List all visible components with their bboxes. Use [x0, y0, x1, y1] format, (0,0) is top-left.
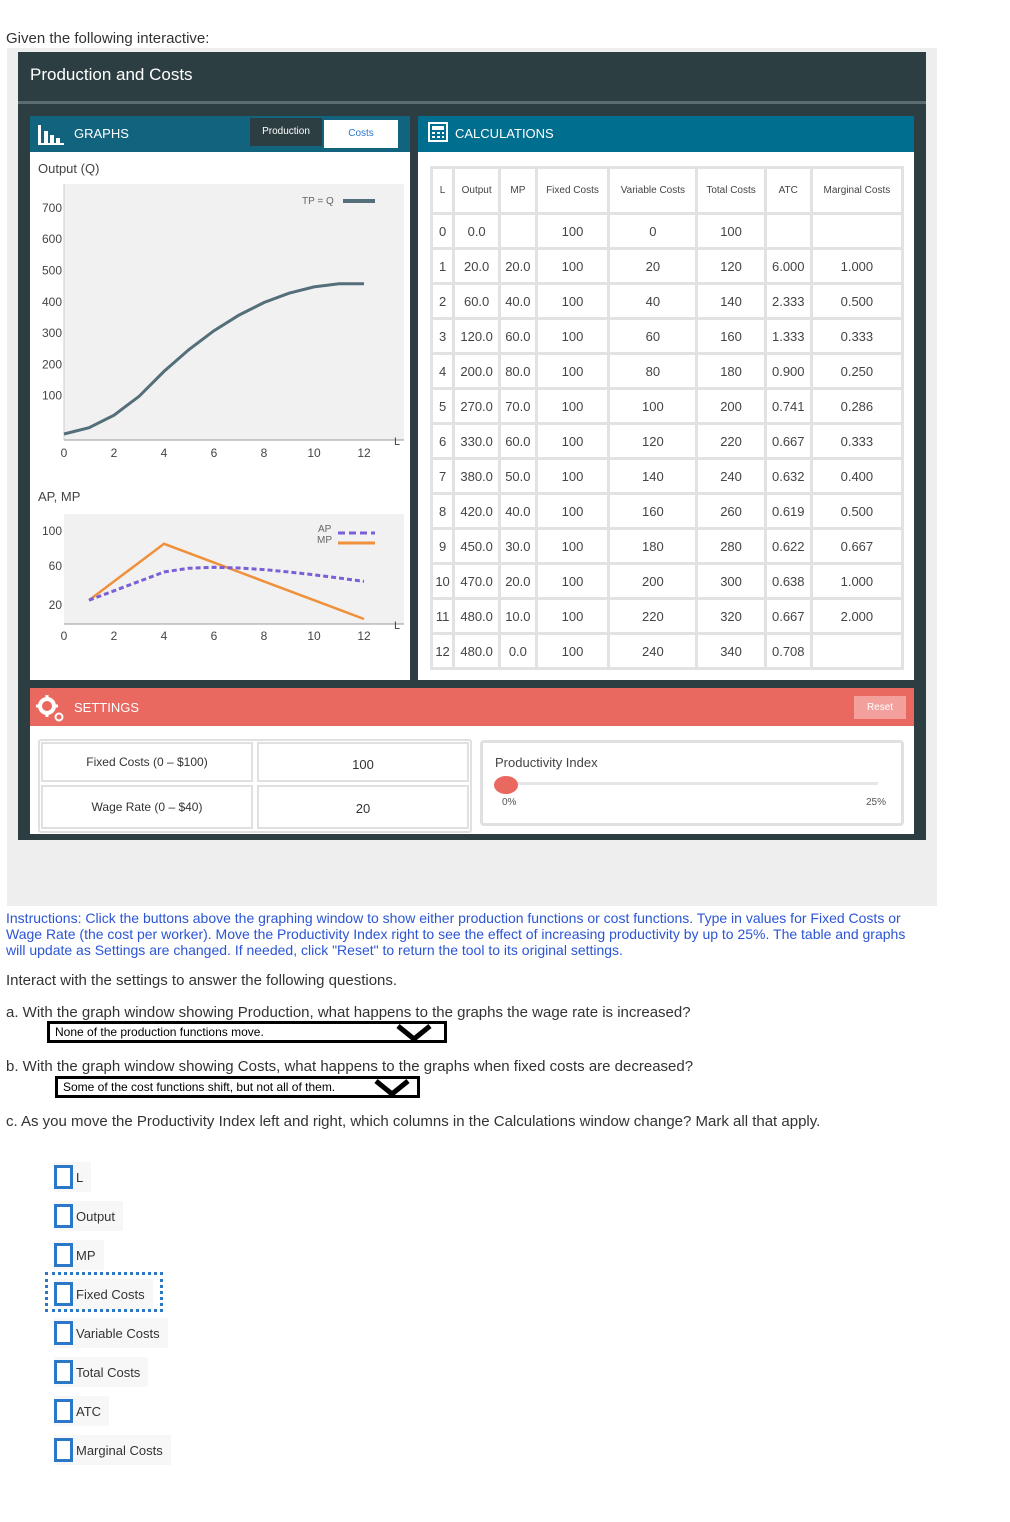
productivity-slider-thumb[interactable]: [494, 776, 518, 794]
table-cell: 470.0: [455, 565, 498, 597]
table-cell: 40.0: [501, 495, 534, 527]
table-cell: 20.0: [455, 250, 498, 282]
y-tick-label: 500: [41, 263, 62, 278]
top-graph-ylabel: Output (Q): [38, 161, 100, 176]
table-cell: 10: [433, 565, 452, 597]
table-cell: 140: [610, 460, 695, 492]
table-cell: 100: [538, 600, 608, 632]
table-cell: 20: [610, 250, 695, 282]
table-cell: 0.400: [813, 460, 901, 492]
y-tick-label: 100: [41, 388, 62, 403]
productivity-max-label: 25%: [866, 797, 887, 808]
checkbox-box[interactable]: [54, 1243, 73, 1267]
table-row: [433, 635, 901, 667]
table-cell: 100: [538, 425, 608, 457]
table-cell: 480.0: [455, 600, 498, 632]
y-tick-label: 60: [48, 559, 62, 573]
column-header: L: [433, 169, 452, 212]
table-cell: 0.638: [767, 565, 810, 597]
table-cell: 10.0: [501, 600, 534, 632]
bottom-x-tick-labels: [61, 629, 371, 643]
table-cell: 100: [610, 390, 695, 422]
graph-canvas: [30, 152, 410, 680]
top-x-tick-labels: [61, 446, 371, 460]
table-cell: 120: [698, 250, 763, 282]
wage-rate-input[interactable]: 20: [257, 785, 469, 829]
checkbox-total-costs[interactable]: Total Costs: [54, 1357, 148, 1387]
table-cell: 270.0: [455, 390, 498, 422]
table-cell: 330.0: [455, 425, 498, 457]
x-tick-label: 4: [160, 629, 168, 643]
tab-production[interactable]: Production: [250, 118, 322, 146]
column-header: Fixed Costs: [538, 169, 608, 212]
checkbox-box[interactable]: [54, 1282, 73, 1306]
x-tick-label: 4: [160, 446, 168, 460]
table-cell: 450.0: [455, 530, 498, 562]
table-cell: 100: [538, 215, 608, 247]
table-cell: 240: [698, 460, 763, 492]
column-header: Output: [455, 169, 498, 212]
table-cell: 70.0: [501, 390, 534, 422]
table-cell: 12: [433, 635, 452, 667]
table-cell: [813, 215, 901, 247]
table-cell: 220: [610, 600, 695, 632]
answer-b-value: Some of the cost functions shift, but not all of them.: [63, 1080, 336, 1094]
table-cell: 1.333: [767, 320, 810, 352]
table-cell: 200: [610, 565, 695, 597]
table-cell: 260: [698, 495, 763, 527]
table-cell: 1.000: [813, 565, 901, 597]
table-cell: 11: [433, 600, 452, 632]
checkbox-box[interactable]: [54, 1399, 73, 1423]
table-cell: 100: [538, 635, 608, 667]
question-b: b. With the graph window showing Costs, what happens to the graphs when fixed costs are decreased?: [6, 1058, 694, 1075]
calculator-icon: [428, 122, 448, 142]
table-row: [433, 425, 901, 457]
x-tick-label: 2: [110, 629, 118, 643]
table-cell: 20.0: [501, 250, 534, 282]
table-cell: 0.500: [813, 495, 901, 527]
table-cell: 0: [433, 215, 452, 247]
table-cell: 50.0: [501, 460, 534, 492]
table-cell: [767, 215, 810, 247]
settings-label: SETTINGS: [74, 700, 140, 715]
fixed-costs-label: Fixed Costs (0 – $100): [41, 742, 253, 782]
instructions-text: Instructions: Click the buttons above the graphing window to show either production functions or cost functions. Type in values for Fixed Costs or Wage Rate (the cost per worker). Move the Productivity Index right to see the effect of increasing productivity by up to 25%. The table and graphs will update as Settings are changed. If needed, click "Reset" to return the tool to its original settings.: [6, 910, 906, 958]
answer-a-dropdown[interactable]: [47, 1021, 447, 1043]
y-tick-label: 20: [48, 598, 62, 612]
table-cell: 3: [433, 320, 452, 352]
question-c: c. As you move the Productivity Index left and right, which columns in the Calculations window change? Mark all that apply.: [6, 1113, 821, 1130]
bottom-graph-ylabel: AP, MP: [38, 489, 81, 504]
y-tick-label: 400: [41, 294, 62, 309]
column-header: Total Costs: [698, 169, 763, 212]
y-tick-label: 600: [41, 232, 62, 247]
checkbox-box[interactable]: [54, 1204, 73, 1228]
x-tick-label: 12: [357, 446, 371, 460]
table-cell: 0.333: [813, 320, 901, 352]
table-row: [433, 600, 901, 632]
table-cell: 220: [698, 425, 763, 457]
x-tick-label: 10: [307, 446, 321, 460]
checkbox-atc[interactable]: ATC: [54, 1396, 109, 1426]
table-cell: 0.667: [767, 600, 810, 632]
top-y-tick-labels: [42, 201, 62, 403]
table-cell: 9: [433, 530, 452, 562]
x-tick-label: 6: [210, 446, 218, 460]
table-cell: 300: [698, 565, 763, 597]
app-title: Production and Costs: [30, 65, 193, 84]
table-cell: 2: [433, 285, 452, 317]
chevron-down-icon[interactable]: [372, 1078, 412, 1098]
ap-legend-label: AP: [318, 524, 332, 535]
column-header: Variable Costs: [610, 169, 695, 212]
y-tick-label: 300: [41, 326, 62, 341]
table-cell: 80: [610, 355, 695, 387]
table-cell: 60.0: [455, 285, 498, 317]
table-cell: 100: [538, 565, 608, 597]
table-row: [433, 285, 901, 317]
table-row: [433, 530, 901, 562]
productivity-label: Productivity Index: [495, 755, 598, 770]
table-cell: 140: [698, 285, 763, 317]
table-row: [433, 495, 901, 527]
table-cell: 200.0: [455, 355, 498, 387]
table-cell: 0.250: [813, 355, 901, 387]
table-cell: 8: [433, 495, 452, 527]
x-tick-label: 0: [60, 446, 68, 460]
table-row: [433, 460, 901, 492]
table-cell: 0.708: [767, 635, 810, 667]
table-cell: 480.0: [455, 635, 498, 667]
checkbox-box[interactable]: [54, 1360, 73, 1384]
table-cell: 100: [538, 530, 608, 562]
checkbox-output[interactable]: Output: [54, 1201, 123, 1231]
table-cell: 60.0: [501, 320, 534, 352]
top-plot-area: [64, 184, 404, 440]
table-cell: 0.333: [813, 425, 901, 457]
answer-b-dropdown[interactable]: [55, 1076, 420, 1098]
table-row: [433, 215, 901, 247]
x-tick-label: 2: [110, 446, 118, 460]
chevron-down-icon[interactable]: [394, 1023, 434, 1043]
table-cell: 420.0: [455, 495, 498, 527]
table-cell: 200: [698, 390, 763, 422]
productivity-slider-track[interactable]: [498, 782, 878, 785]
table-cell: 0.632: [767, 460, 810, 492]
table-cell: 0.667: [813, 530, 901, 562]
table-cell: 120.0: [455, 320, 498, 352]
table-cell: 100: [538, 320, 608, 352]
table-cell: 40.0: [501, 285, 534, 317]
reset-button[interactable]: Reset: [854, 696, 906, 719]
answer-a-value: None of the production functions move.: [55, 1025, 264, 1039]
table-cell: 0: [610, 215, 695, 247]
table-cell: 0.286: [813, 390, 901, 422]
table-row: [433, 355, 901, 387]
checkbox-marginal-costs[interactable]: Marginal Costs: [54, 1435, 171, 1465]
column-header: Marginal Costs: [813, 169, 901, 212]
calculations-table: [430, 166, 904, 670]
y-tick-label: 100: [41, 524, 62, 538]
checkbox-box[interactable]: [54, 1321, 73, 1345]
wage-rate-label: Wage Rate (0 – $40): [41, 785, 253, 829]
x-tick-label: 12: [357, 629, 371, 643]
productivity-min-label: 0%: [502, 797, 517, 808]
table-cell: 0.900: [767, 355, 810, 387]
column-header: ATC: [767, 169, 810, 212]
table-cell: 7: [433, 460, 452, 492]
table-cell: 6: [433, 425, 452, 457]
table-cell: 80.0: [501, 355, 534, 387]
checkbox-box[interactable]: [54, 1438, 73, 1462]
table-cell: 5: [433, 390, 452, 422]
table-row: [433, 565, 901, 597]
table-row: [433, 250, 901, 282]
table-cell: 60: [610, 320, 695, 352]
table-cell: 100: [538, 355, 608, 387]
table-cell: 180: [610, 530, 695, 562]
table-cell: 0.500: [813, 285, 901, 317]
intro-text: Given the following interactive:: [6, 30, 210, 47]
table-cell: 100: [538, 250, 608, 282]
table-cell: 100: [538, 390, 608, 422]
column-header: MP: [501, 169, 534, 212]
table-cell: 0.0: [501, 635, 534, 667]
table-cell: [813, 635, 901, 667]
table-cell: 0.0: [455, 215, 498, 247]
table-cell: 60.0: [501, 425, 534, 457]
table-cell: 280: [698, 530, 763, 562]
table-cell: 160: [610, 495, 695, 527]
table-cell: 100: [538, 460, 608, 492]
fixed-costs-input[interactable]: 100: [257, 742, 469, 782]
table-cell: 0.667: [767, 425, 810, 457]
table-cell: 320: [698, 600, 763, 632]
mp-legend-label: MP: [317, 535, 332, 546]
y-tick-label: 700: [41, 200, 62, 215]
checkbox-l[interactable]: L: [54, 1162, 91, 1192]
table-row: [433, 320, 901, 352]
table-cell: 2.333: [767, 285, 810, 317]
table-cell: 2.000: [813, 600, 901, 632]
table-cell: 240: [610, 635, 695, 667]
question-a: a. With the graph window showing Production, what happens to the graphs the wage rate is increased?: [6, 1004, 691, 1021]
x-tick-label: 8: [260, 446, 268, 460]
table-cell: 100: [538, 495, 608, 527]
bottom-x-end-label: L: [394, 620, 401, 632]
table-cell: 160: [698, 320, 763, 352]
table-cell: 100: [698, 215, 763, 247]
table-cell: 4: [433, 355, 452, 387]
table-cell: 100: [538, 285, 608, 317]
bar-chart-icon: [36, 123, 66, 147]
table-cell: 120: [610, 425, 695, 457]
interact-text: Interact with the settings to answer the following questions.: [6, 972, 398, 989]
settings-header: [30, 688, 914, 726]
top-x-end-label: L: [394, 436, 401, 448]
x-tick-label: 0: [60, 629, 68, 643]
title-divider: [18, 101, 926, 104]
table-cell: 0.622: [767, 530, 810, 562]
table-cell: 340: [698, 635, 763, 667]
table-row: [433, 390, 901, 422]
table-cell: 30.0: [501, 530, 534, 562]
tp-legend-label: TP = Q: [302, 196, 334, 207]
x-tick-label: 8: [260, 629, 268, 643]
checkbox-variable-costs[interactable]: Variable Costs: [54, 1318, 168, 1348]
x-tick-label: 6: [210, 629, 218, 643]
checkbox-box[interactable]: [54, 1165, 73, 1189]
table-cell: 40: [610, 285, 695, 317]
gear-icon: [36, 695, 66, 723]
table-cell: 20.0: [501, 565, 534, 597]
table-cell: 1.000: [813, 250, 901, 282]
table-cell: 0.741: [767, 390, 810, 422]
checkbox-mp[interactable]: MP: [54, 1240, 104, 1270]
checkbox-fixed-costs[interactable]: Fixed Costs: [54, 1279, 153, 1309]
table-cell: 380.0: [455, 460, 498, 492]
bottom-y-tick-labels: [42, 524, 62, 612]
table-cell: 180: [698, 355, 763, 387]
y-tick-label: 200: [41, 357, 62, 372]
table-cell: 1: [433, 250, 452, 282]
table-cell: 6.000: [767, 250, 810, 282]
calculations-label: CALCULATIONS: [455, 126, 554, 141]
x-tick-label: 10: [307, 629, 321, 643]
tab-costs[interactable]: Costs: [324, 120, 398, 148]
graphs-label: GRAPHS: [74, 126, 129, 141]
table-cell: [501, 215, 534, 247]
table-cell: 0.619: [767, 495, 810, 527]
